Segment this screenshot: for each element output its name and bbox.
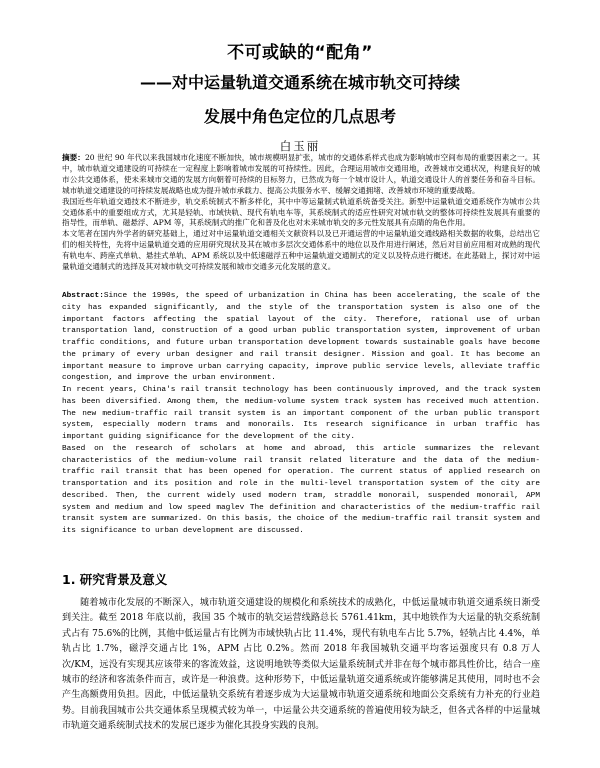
abstract-chinese xyxy=(62,153,540,273)
abstract-cn-label: 摘要： xyxy=(62,153,85,162)
abstract-en-paragraph-1: Abstract:Since the 1990s, the speed of urbanization in China has been accelerating, the scale of the city has expanded significantly, and the style of the transportation system is also one of the important factors affecting the spatial layout of the city. Therefore, rational use of urban transportation land, construction of a good urban public transportation system, improvement of urban traffic conditions, and future urban transportation development towards sustainable goals have become the primary of every urban designer and rail transit designer. Mission and goal. It has become an important measure to improve urban carrying capacity, improve public service levels, alleviate traffic congestion, and improve the urban environment. xyxy=(62,292,540,383)
paper-subtitle-line2: 发展中角色定位的几点思考 xyxy=(203,107,396,126)
paper-title: 不可或缺的“配角” xyxy=(227,43,373,63)
abstract-en-label: Abstract: xyxy=(62,292,104,300)
abstract-cn-paragraph-3: 本文笔者在国内外学者的研究基础上，通过对中运量轨道交通相关文献资料以及已开通运营的中运量轨道交通线路相关数据的收集，总结出它们的相关特性，先将中运量轨道交通的应用研究现状及其在城市多层次交通体系中的地位以及作用进行阐述，然后对目前应用相对成熟的现代有轨电车、跨座式单轨、悬挂式单轨、APM 系统以及中低速磁浮五种中运量轨道交通制式的定义以及特点进行概述。在此基础上，探讨对中运量轨道交通制式的选择及其对城市轨交可持续发展和城市交通多元化发展的意义。 xyxy=(62,229,540,272)
abstract-en-paragraph-3: Based on the research of scholars at home and abroad, this article summarizes the relevant characteristics of the medium-volume rail transit related literature and the data of the medium-traffic rail transit that has been opened for operation. The current status of applied research on transportation and its position and role in the multi-level transportation system of the city are described. Then, the current widely used modern tram, straddle monorail, suspended monorail, APM system and medium and low speed maglev The definition and characteristics of the medium-traffic rail transit system are summarized. On this basis, the choice of the medium-traffic rail transit system and its significance to urban development are discussed. xyxy=(62,444,540,535)
section-body-paragraph: 随着城市化发展的不断深入，城市轨道交通建设的规模化和系统技术的成熟化，中低运量城市轨道交通系统日渐受到关注。截至 2018 年底以前，我国 35 个城市的轨交运营线路总长 5761.41km，其中地铁作为大运量的轨交系统制式占有 75.6%的比例，其他中低运量占有比例为市域快轨占比 11.4%，现代有轨电车占比 5.7%，轻轨占比 4.4%，单轨占比 1.7%，磁浮交通占比 1%，APM 占比 0.2%。然而 2018 年我国城轨交通平均客运强度只有 0.8 万人次/KM，远没有实现其应该带来的客流效益，这说明地铁等类似大运量系统制式并非在每个城市都具性价比，结合一座城市的经济和客流条件而言，或许是一种浪费。这种形势下，中低运量轨道交通系统或许能够满足其使用，同时也不会产生高额费用负担。因此，中低运量轨交系统有着逐步成为大运量城市轨道交通系统和地面公交系统有力补充的行业趋势。目前我国城市公共交通体系呈现模式较为单一，中运量公共交通系统的普遍使用较为缺乏，但各式各样的中运量城市轨道交通系统制式技术的发展已逐步为催化其投身实践的良剂。 xyxy=(62,598,540,732)
paper-subtitle-line1: ——对中运量轨道交通系统在城市轨交可持续 xyxy=(139,73,460,92)
section-heading: 1. 研究背景及意义 xyxy=(62,572,168,587)
abstract-en-paragraph-2: In recent years, China's rail transit technology has been continuously improved, and the track system has been diversified. Among them, the medium-volume system track system has received much attention. The new medium-traffic rail transit system is an important component of the urban public transport system, especially modern trams and monorails. Its research significance in urban traffic has important guiding significance for the development of the city. xyxy=(62,386,540,441)
author-name: 白玉丽 xyxy=(279,139,321,153)
abstract-cn-paragraph-2: 我国近些年轨道交通技术不断进步，轨交系统制式不断多样化，其中中等运量制式轨道系统备受关注。新型中运量轨道交通系统作为城市公共交通体系中的重要组成方式，尤其是轻轨、市域快轨、现代有轨电车等，其系统制式的适应性研究对城市轨交的整体可持续性发展具有重要的指导性，而单轨、磁悬浮、APM 等，其系统制式的推广化和普及化也对未来城市轨交的多元性发展具有点睛的角色作用。 xyxy=(62,196,540,228)
abstract-english xyxy=(62,291,540,538)
abstract-cn-paragraph-1: 摘要：20 世纪 90 年代以来我国城市化速度不断加快，城市规模明显扩张，城市的交通体系样式也成为影响城市空间布局的重要因素之一。其中，城市轨道交通建设的可持续在一定程度上影响着城市发展的可持续性。因此，合理运用城市交通用地，改善城市交通状况，构建良好的城市公共交通体系，使未来城市交通的发展方向朝着可持续的目标努力，已然成为每一个城市设计人，轨道交通设计人的首要任务和奋斗目标。城市轨道交通建设的可持续发展战略也成为提升城市承载力、提高公共服务水平、缓解交通拥堵、改善城市环境的重要战略。 xyxy=(62,153,541,195)
